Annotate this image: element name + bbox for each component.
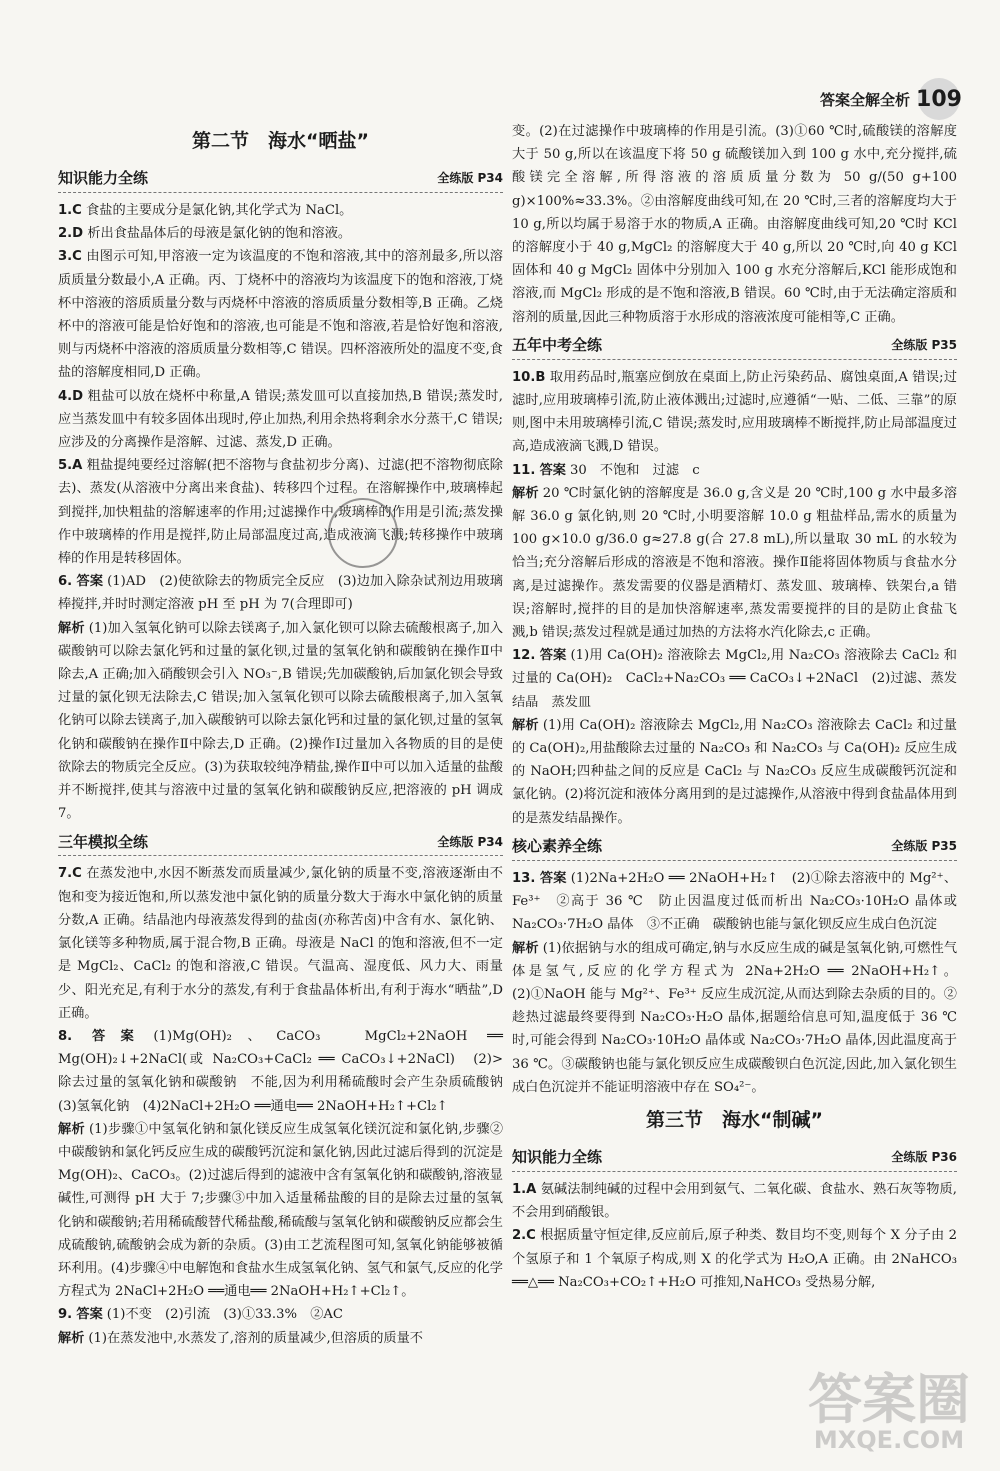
item-number: 1.A	[512, 1181, 537, 1197]
section-title: 第二节 海水“晒盐”	[192, 130, 369, 152]
item-tag: 解析	[58, 620, 85, 636]
subsection-page-ref: 全练版 P35	[891, 338, 957, 353]
item-text: 由图示可知,甲溶液一定为该温度的不饱和溶液,其中的溶剂最多,所以溶质质量分数最小,A 正确。丙、丁烧杯中的溶液均为该温度下的饱和溶液,丁烧杯中溶液的溶质质量分数与丙烧杯中溶液的溶质质量分数相等,B 正确。乙烧杯中的溶液可能是恰好饱和的溶液,也可能是不饱和溶液,若是恰好饱和溶液,则与丙烧杯中溶液的溶质质量分数相等,C 错误。四杯溶液所处的温度不变,食盐的溶解度相同,D 正确。	[58, 249, 503, 381]
item-tag: 答案	[76, 1307, 103, 1323]
watermark-logo-text: 答案圈	[808, 1368, 970, 1431]
item-tag: 答案	[539, 648, 567, 664]
item-number: 2.C	[512, 1228, 536, 1244]
item-text: 30 不饱和 过滤 c	[569, 462, 700, 478]
answer-item	[512, 120, 957, 329]
header-label: 答案全解全析	[819, 90, 910, 109]
subsection-header	[512, 834, 957, 861]
item-tag: 解析	[512, 485, 539, 501]
answer-item	[512, 1178, 957, 1224]
answer-item	[58, 862, 503, 1024]
answer-item	[58, 222, 503, 245]
subsection-title: 知识能力全练	[512, 1148, 603, 1167]
subsection-header	[58, 166, 503, 193]
subsection-page-ref: 全练版 P36	[891, 1150, 957, 1165]
item-tag: 答案	[76, 574, 104, 590]
item-tag: 解析	[512, 940, 539, 956]
item-text: (1)依据钠与水的组成可确定,钠与水反应生成的碱是氢氧化钠,可燃性气体是氢气,反应的化学方程式为 2Na+2H₂O ══ 2NaOH+H₂↑。(2)①NaOH 能与 Mg²⁺、Fe³⁺ 反应生成沉淀,从而达到除去杂质的目的。②趁热过滤最终要得到 Na₂CO₃·H₂O 晶体,据题给信息可知,温度低于 36 ℃时,可能会得到 Na₂CO₃·10H₂O 晶体或 Na₂CO₃·7H₂O 晶体,因此温度高于 36 ℃。③碳酸钠也能与氯化钡反应生成碳酸钡白色沉淀,因此,加入氯化钡生成白色沉淀并不能证明溶液中存在 SO₄²⁻。	[512, 940, 958, 1095]
item-text: 根据质量守恒定律,反应前后,原子种类、数目均不变,则每个 X 分子由 2 个氢原子和 1 个氧原子构成,则 X 的化学式为 H₂O,A 正确。由 2NaHCO₃ ══△══ Na₂CO₃+CO₂↑+H₂O 可推知,NaHCO₃ 受热易分解,	[512, 1228, 957, 1290]
right-column	[512, 120, 957, 1465]
watermark-url: MXQE.COM	[813, 1426, 965, 1454]
item-tag: 答案	[539, 462, 566, 478]
item-tag: 解析	[58, 1330, 85, 1346]
item-number: 4.D	[58, 388, 84, 404]
left-blocks	[58, 166, 517, 1350]
item-text: (1)加入氢氧化钠可以除去镁离子,加入氯化钡可以除去硫酸根离子,加入碳酸钠可以除去氯化钙和过量的氯化钡,过量的氢氧化钠和碳酸钠在操作Ⅱ中除去,A 正确;加入硝酸钡会引入 NO₃⁻,B 错误;先加碳酸钠,后加氯化钡会导致过量的氯化钡无法除去,C 错误;加入氢氧化钡可以除去硫酸根离子,加入氢氧化钠可以除去镁离子,加入碳酸钠可以除去氯化钙和过量的氯化钡,过量的氢氧化钠和碳酸钠在操作Ⅱ中除去,D 正确。(2)操作Ⅰ过量加入各物质的目的是使欲除去的物质完全反应。(3)为获取较纯净精盐,操作Ⅱ中可以加入适量的盐酸并不断搅拌,使其与溶液中过量的氢氧化钠和碳酸钠反应,把溶液的 pH 调成 7。	[58, 620, 504, 822]
item-number: 9.	[58, 1307, 73, 1323]
subsection-header	[58, 829, 503, 856]
item-text: 20 ℃时氯化钠的溶解度是 36.0 g,含义是 20 ℃时,100 g 水中最多溶解 36.0 g 氯化钠,则 20 ℃时,小明要溶解 10.0 g 粗盐样品,需水的质量为 100 g×10.0 g/36.0 g≈27.8 g(合 27.8 mL),所以量取 30 mL 的水较为恰当;充分溶解后形成的溶液是不饱和溶液。操作Ⅱ能将固体物质与食盐水分离,是过滤操作。蒸发需要的仪器是酒精灯、蒸发皿、玻璃棒、铁架台,a 错误;溶解时,搅拌的目的是加快溶解速率,蒸发需要搅拌的目的是防止食盐飞溅,b 错误;蒸发过程就是通过加热的方法将水汽化除去,c 正确。	[512, 485, 958, 641]
item-number: 2.D	[58, 226, 84, 242]
item-text: (1)2Na+2H₂O ══ 2NaOH+H₂↑ (2)①除去溶液中的 Mg²⁺、Fe³⁺ ②高于 36 ℃ 防止因温度过低而析出 Na₂CO₃·10H₂O 晶体或 Na₂CO₃·7H₂O 晶体 ③不正确 碳酸钠也能与氯化钡反应生成白色沉淀	[512, 870, 958, 933]
page-header	[820, 78, 960, 120]
item-text: (1)用 Ca(OH)₂ 溶液除去 MgCl₂,用 Na₂CO₃ 溶液除去 CaCl₂ 和过量的 Ca(OH)₂,用盐酸除去过量的 Na₂CO₃ 和 Na₂CO₃ 与 Ca(OH)₂ 反应生成的 NaOH;四种盐之间的反应是 CaCl₂ 与 Na₂CO₃ 反应生成碳酸钙沉淀和氯化钠。(2)将沉淀和液体分离用到的是过滤操作,从溶液中得到食盐晶体用到的是蒸发结晶操作。	[512, 717, 957, 826]
watermark-logo	[808, 1368, 970, 1454]
item-text: (1)Mg(OH)₂、CaCO₃ MgCl₂+2NaOH ══ Mg(OH)₂↓+2NaCl(或 Na₂CO₃+CaCl₂ ══ CaCO₃↓+2NaCl) (2)> 除去过量的氢氧化钠和碳酸钠 不能,因为利用稀硫酸时会产生杂质硫酸钠 (3)氢氧化钠 (4)2NaCl+2H₂O ══通电══ 2NaOH+H₂↑+Cl₂↑	[58, 1028, 517, 1114]
answer-item	[512, 1224, 957, 1294]
answer-item	[512, 644, 957, 714]
answer-item	[58, 1303, 503, 1326]
item-text: 粗盐可以放在烧杯中称量,A 错误;蒸发皿可以直接加热,B 错误;蒸发时,应当蒸发皿中有较多固体出现时,停止加热,利用余热将剩余水分蒸干,C 错误;应涉及的分离操作是溶解、过滤、蒸发,D 正确。	[58, 388, 503, 451]
subsection-page-ref: 全练版 P34	[437, 834, 503, 849]
subsection-title: 五年中考全练	[512, 336, 603, 355]
item-text: 氨碱法制纯碱的过程中会用到氨气、二氧化碳、食盐水、熟石灰等物质,不会用到硝酸银。	[512, 1181, 957, 1221]
section-title: 第三节 海水“制碱”	[646, 1108, 823, 1131]
item-number: 10.B	[512, 369, 546, 385]
item-text: 食盐的主要成分是氯化钠,其化学式为 NaCl。	[86, 203, 353, 218]
subsection-page-ref: 全练版 P34	[437, 171, 503, 186]
item-number: 13.	[512, 870, 536, 886]
item-text: (1)在蒸发池中,水蒸发了,溶剂的质量减少,但溶质的质量不	[88, 1330, 423, 1346]
answer-item	[512, 937, 957, 1099]
stamp-mark	[328, 498, 398, 568]
item-text: 在蒸发池中,水因不断蒸发而质量减少,氯化钠的质量不变,溶液逐渐由不饱和变为接近饱和,所以蒸发池中氯化钠的质量分数大于海水中氯化钠的质量分数,A 正确。结晶池内母液蒸发得到的盐卤(亦称苦卤)中含有水、氯化钠、氯化镁等多种物质,属于混合物,B 正确。母液是 NaCl 的饱和溶液,但不一定是 MgCl₂、CaCl₂ 的饱和溶液,C 错误。气温高、湿度低、风力大、雨量少、阳光充足,有利于水分的蒸发,有利于食盐晶体析出,有利于海水“晒盐”,D 正确。	[58, 866, 503, 1021]
answer-item	[58, 1118, 503, 1304]
answer-item	[58, 1025, 517, 1118]
item-number: 5.A	[58, 458, 83, 474]
item-tag: 解析	[58, 1121, 85, 1137]
answer-item	[512, 867, 957, 937]
item-tag: 答案	[91, 1028, 150, 1044]
item-number: 12.	[512, 648, 536, 664]
item-number: 3.C	[58, 249, 82, 265]
right-blocks	[512, 120, 957, 1294]
answer-item	[58, 385, 503, 455]
item-number: 1.C	[58, 203, 82, 218]
answer-item	[58, 1327, 503, 1350]
answer-item	[58, 454, 503, 570]
subsection-title: 三年模拟全练	[58, 832, 149, 851]
item-text: 析出食盐晶体后的母液是氯化钠的饱和溶液。	[87, 226, 352, 242]
item-text: 变。(2)在过滤操作中玻璃棒的作用是引流。(3)①60 ℃时,硫酸镁的溶解度大于 50 g,所以在该温度下将 50 g 硫酸镁加入到 100 g 水中,充分搅拌,硫酸镁完全溶解,所得溶液的溶质质量分数为 50 g/(50 g+100 g)×100%≈33.3%。②由溶解度曲线可知,在 20 ℃时,三者的溶解度均大于 10 g,所以均属于易溶于水的物质,A 正确。由溶解度曲线可知,20 ℃时 KCl 的溶解度小于 40 g,MgCl₂ 的溶解度大于 40 g,所以 20 ℃时,向 40 g KCl 固体和 40 g MgCl₂ 固体中分别加入 100 g 水充分溶解后,KCl 能形成饱和溶液,而 MgCl₂ 形成的是不饱和溶液,B 错误。60 ℃时,由于无法确定溶质和溶剂的质量,因此三种物质溶于水形成的溶液浓度可能相等,C 正确。	[512, 124, 957, 325]
subsection-header	[512, 1145, 957, 1172]
subsection-title: 知识能力全练	[58, 169, 149, 188]
item-number: 11.	[512, 462, 536, 478]
page-number: 109	[918, 78, 960, 120]
item-number: 7.C	[58, 866, 82, 882]
item-text: (1)不变 (2)引流 (3)①33.3% ②AC	[106, 1307, 344, 1323]
answer-item	[58, 245, 503, 384]
item-text: (1)用 Ca(OH)₂ 溶液除去 MgCl₂,用 Na₂CO₃ 溶液除去 CaCl₂ 和过量的 Ca(OH)₂ CaCl₂+Na₂CO₃ ══ CaCO₃↓+2NaCl (2)过滤、蒸发结晶 蒸发皿	[512, 648, 957, 710]
item-tag: 解析	[512, 717, 539, 733]
subsection-title: 核心素养全练	[512, 837, 603, 856]
subsection-header	[512, 333, 957, 360]
item-text: (1)AD (2)使欲除去的物质完全反应 (3)边加入除杂试剂边用玻璃棒搅拌,并时时测定溶液 pH 至 pH 为 7(合理即可)	[58, 574, 503, 613]
answer-item	[58, 570, 503, 616]
item-text: 粗盐提纯要经过溶解(把不溶物与食盐初步分离)、过滤(把不溶物彻底除去)、蒸发(从溶液中分离出来食盐)、转移四个过程。在溶解操作中,玻璃棒起到搅拌,加快粗盐的溶解速率的作用;过滤操作中,玻璃棒的作用是引流;蒸发操作中玻璃棒的作用是搅拌,防止局部温度过高,造成液滴飞溅;转移操作中玻璃棒的作用是转移固体。	[58, 458, 503, 567]
answer-item	[512, 714, 957, 830]
answer-item	[512, 482, 957, 644]
answer-item	[512, 366, 957, 459]
subsection-page-ref: 全练版 P35	[891, 839, 957, 854]
item-text: 取用药品时,瓶塞应倒放在桌面上,防止污染药品、腐蚀桌面,A 错误;过滤时,应用玻璃棒引流,防止液体溅出;过滤时,应遵循“一贴、二低、三靠”的原则,图中未用玻璃棒引流,C 错误;蒸发时,应用玻璃棒不断搅拌,防止局部温度过高,造成液滴飞溅,D 错误。	[512, 369, 958, 455]
item-number: 6.	[58, 574, 73, 590]
item-text: (1)步骤①中氢氧化钠和氯化镁反应生成氢氧化镁沉淀和氯化钠,步骤②中碳酸钠和氯化钙反应生成的碳酸钙沉淀和氯化钠,因此过滤后得到的沉淀是 Mg(OH)₂、CaCO₃。(2)过滤后得到的滤液中含有氢氧化钠和碳酸钠,溶液显碱性,可测得 pH 大于 7;步骤③中加入适量稀盐酸的目的是除去过量的氢氧化钠和碳酸钠;若用稀硫酸替代稀盐酸,稀硫酸与氢氧化钠和碳酸钠反应都会生成硫酸钠,硫酸钠会成为新的杂质。(3)由工艺流程图可知,氢氧化钠能够被循环利用。(4)步骤④中电解饱和食盐水生成氢氧化钠、氢气和氯气,反应的化学方程式为 2NaCl+2H₂O ══通电══ 2NaOH+H₂↑+Cl₂↑。	[58, 1121, 504, 1300]
left-column	[58, 120, 517, 1465]
answer-item	[512, 459, 957, 482]
answer-item	[58, 199, 503, 222]
item-tag: 答案	[539, 870, 567, 886]
answer-item	[58, 617, 503, 826]
item-number: 8.	[58, 1028, 73, 1044]
